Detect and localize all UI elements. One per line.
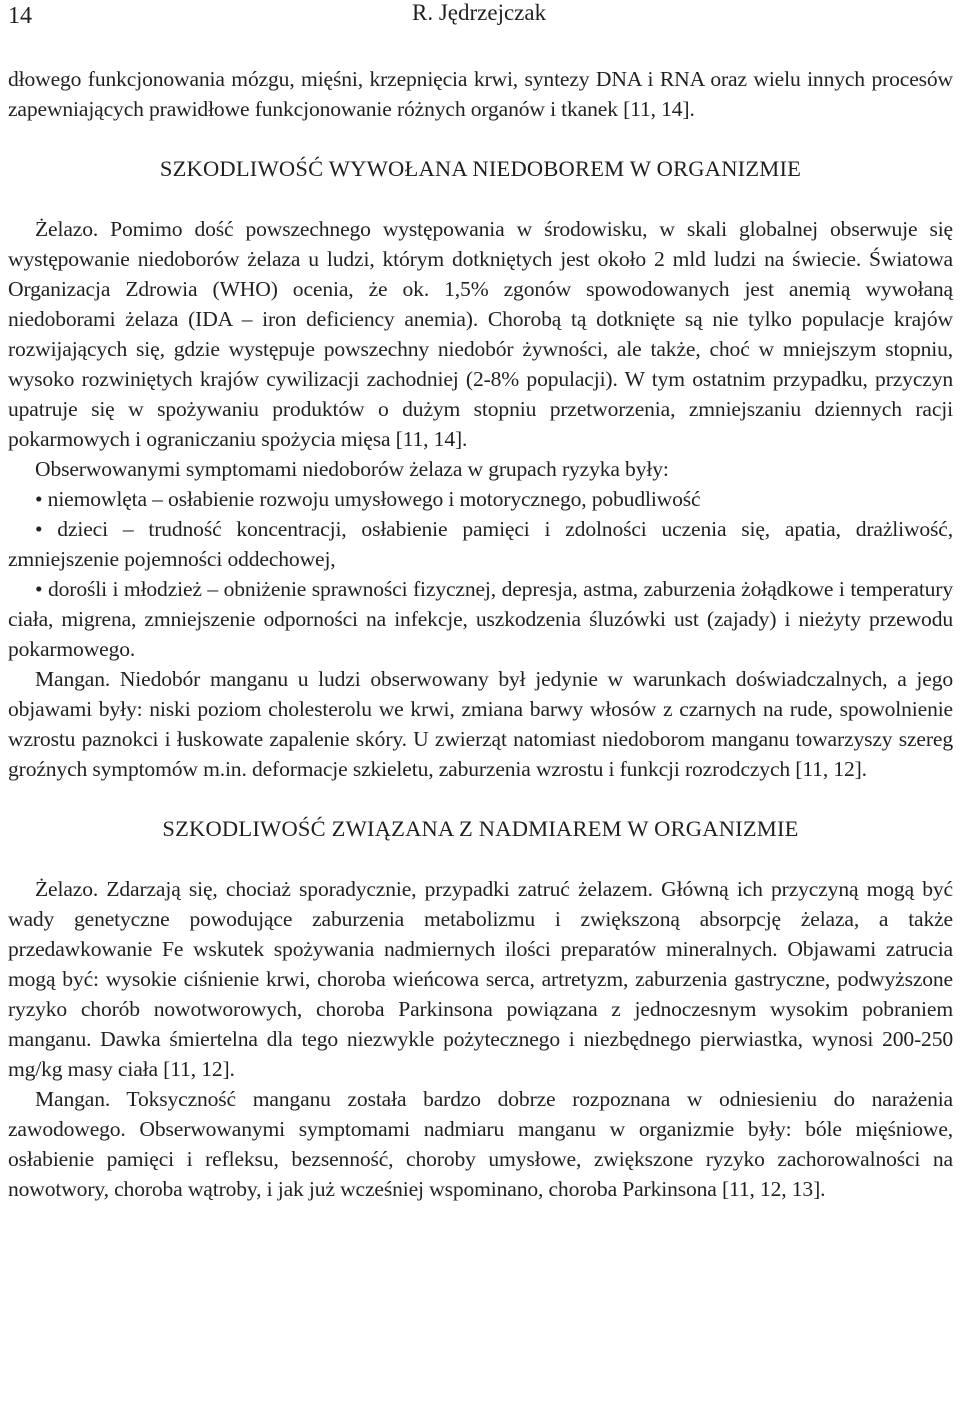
bullet-icon: • — [35, 577, 43, 601]
excess-iron-term: Żelazo. — [35, 877, 99, 901]
symptoms-intro: Obserwowanymi symptomami niedoborów żelaza w grupach ryzyka były: — [35, 457, 669, 481]
symptom-list-item — [8, 484, 953, 514]
deficiency-iron-term: Żelazo. — [35, 217, 99, 241]
running-head-author: R. Jędrzejczak — [412, 0, 547, 25]
symptom-text: dzieci – trudność koncentracji, osłabienie pamięci i zdolności uczenia się, apatia, drażliwość, zmniejszenie pojemności oddechowej, — [8, 517, 953, 571]
excess-manganese-paragraph — [8, 1084, 953, 1204]
symptom-text: niemowlęta – osłabienie rozwoju umysłowego i motorycznego, pobudliwość — [47, 487, 701, 511]
deficiency-manganese-text: Niedobór manganu u ludzi obserwowany był jedynie w warunkach doświadczalnych, a jego objawami były: niski poziom cholesterolu we krwi, zmiana barwy włosów z czarnych na rude, spowolnienie wzrostu paznokci i łuskowate zapalenie skóry. U zwierząt natomiast niedoborom manganu towarzyszy szereg groźnych symptomów m.in. deformacje szkieletu, zaburzenia wzrostu i funkcji rozrodczych [11, 12]. — [8, 667, 953, 781]
deficiency-manganese-paragraph — [8, 664, 953, 784]
excess-iron-text: Zdarzają się, chociaż sporadycznie, przypadki zatruć żelazem. Główną ich przyczyną mogą być wady genetyczne powodujące zaburzenia metabolizmu i zwiększoną absorpcję żelaza, a także przedawkowanie Fe wskutek spożywania nadmiernych ilości preparatów mineralnych. Objawami zatrucia mogą być: wysokie ciśnienie krwi, choroba wieńcowa serca, artretyzm, zaburzenia gastryczne, podwyższone ryzyko chorób nowotworowych, choroba Parkinsona powiązana z jednoczesnym wysokim pobraniem manganu. Dawka śmiertelna dla tego niezwykle pożytecznego i niezbędnego pierwiastka, wynosi 200-250 mg/kg masy ciała [11, 12]. — [8, 877, 953, 1081]
article-body — [8, 64, 953, 1204]
excess-manganese-text: Toksyczność manganu została bardzo dobrze rozpoznana w odniesieniu do narażenia zawodowego. Obserwowanymi symptomami nadmiaru manganu w organizmie były: bóle mięśniowe, osłabienie pamięci i refleksu, bezsenność, choroby umysłowe, zwiększone ryzyko zachorowalności na nowotwory, choroba wątroby, i jak już wcześniej wspominano, choroba Parkinsona [11, 12, 13]. — [8, 1087, 953, 1201]
page-number: 14 — [8, 3, 32, 29]
deficiency-iron-paragraph — [8, 214, 953, 454]
section-heading-excess: SZKODLIWOŚĆ ZWIĄZANA Z NADMIAREM W ORGANIZMIE — [162, 816, 799, 841]
excess-iron-paragraph — [8, 874, 953, 1084]
symptom-list-item — [8, 574, 953, 664]
deficiency-iron-text: Pomimo dość powszechnego występowania w środowisku, w skali globalnej obserwuje się występowanie niedoborów żelaza u ludzi, którym dotkniętych jest około 2 mld ludzi na świecie. Światowa Organizacja Zdrowia (WHO) ocenia, że ok. 1,5% zgonów spowodowanych jest anemią wywołaną niedoborami żelaza (IDA – iron deficiency anemia). Chorobą tą dotknięte są nie tylko populacje krajów rozwijających się, gdzie występuje powszechny niedobór żywności, ale także, choć w mniejszym stopniu, wysoko rozwiniętych krajów cywilizacji zachodniej (2-8% populacji). W tym ostatnim przypadku, przyczyn upatruje się w spożywaniu produktów o dużym stopniu przetworzenia, zmniejszaniu dziennych racji pokarmowych i ograniczaniu spożycia mięsa [11, 14]. — [8, 217, 953, 451]
section-heading-deficiency: SZKODLIWOŚĆ WYWOŁANA NIEDOBOREM W ORGANIZMIE — [159, 156, 802, 181]
symptom-list-item — [8, 514, 953, 574]
excess-manganese-term: Mangan. — [35, 1087, 111, 1111]
bullet-icon: • — [35, 487, 43, 511]
intro-paragraph: dłowego funkcjonowania mózgu, mięśni, krzepnięcia krwi, syntezy DNA i RNA oraz wielu innych procesów zapewniających prawidłowe funkcjonowanie różnych organów i tkanek [11, 14]. — [8, 67, 953, 121]
page-header — [8, 0, 952, 30]
symptom-text: dorośli i młodzież – obniżenie sprawności fizycznej, depresja, astma, zaburzenia żołądkowe i temperatury ciała, migrena, zmniejszenie odporności na infekcje, uszkodzenia śluzówki ust (zajady) i nieżyty przewodu pokarmowego. — [8, 577, 953, 661]
bullet-icon: • — [35, 517, 43, 541]
deficiency-manganese-term: Mangan. — [35, 667, 111, 691]
